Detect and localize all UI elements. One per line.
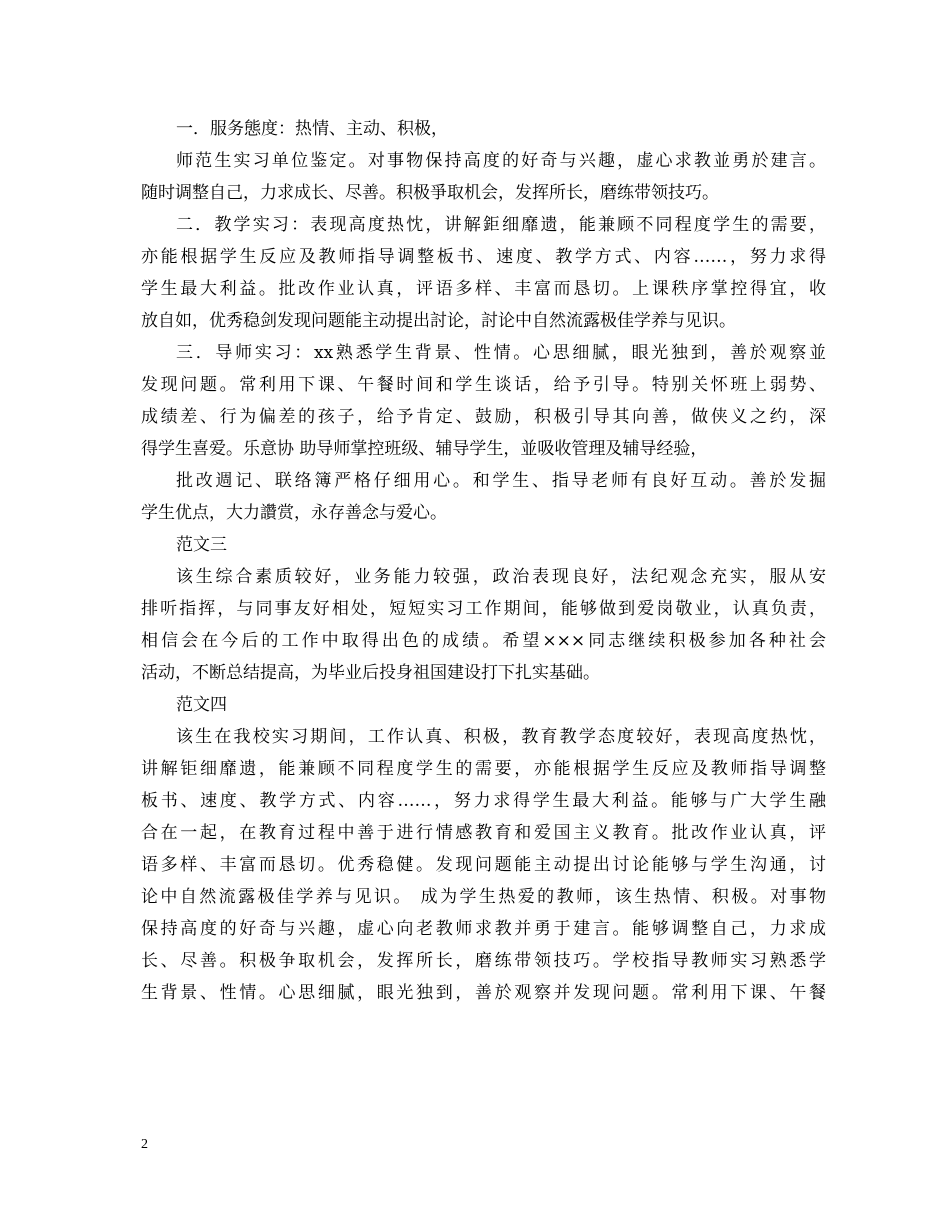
text-line: 放自如，优秀稳剑发现问题能主动提出討论，討论中自然流露极佳学养与见识。 (141, 311, 736, 331)
text-line: 随时调整自己，力求成长、尽善。积极爭取机会，发挥所长，磨练带领技巧。 (141, 183, 719, 203)
text-line: 三．导师实习：xx熟悉学生背景、性情。心思细腻，眼光独到，善於观察並 (176, 343, 826, 363)
heading-sample-three (141, 529, 826, 561)
text-line: 成绩差、行为偏差的孩子，给予肯定、鼓励，积极引导其向善，做侠义之约，深 (141, 407, 826, 427)
text-line: 学生优点，大力讚赏，永存善念与爱心。 (141, 503, 447, 523)
page-number: 2 (141, 1137, 148, 1152)
paragraph-teaching-practice (141, 209, 826, 337)
section-heading: 范文四 (176, 695, 227, 715)
text-line: 该生综合素质较好，业务能力较强，政治表现良好，法纪观念充实，服从安 (176, 567, 826, 587)
text-line: 师范生实习单位鉴定。对事物保持高度的好奇与兴趣，虚心求教並勇於建言。 (176, 151, 826, 171)
text-line: 讲解钜细靡遗，能兼顾不同程度学生的需要，亦能根据学生反应及教师指导调整 (141, 759, 826, 779)
paragraph-service-attitude (141, 113, 826, 145)
section-heading: 范文三 (176, 535, 227, 555)
text-line: 得学生喜爱。乐意协 助导师掌控班级、辅导学生，並吸收管理及辅导经验， (141, 439, 708, 459)
text-line: 亦能根据学生反应及教师指导调整板书、速度、教学方式、内容……，努力求得 (141, 247, 826, 267)
text-line: 批改週记、联络簿严格仔细用心。和学生、指导老师有良好互动。善於发掘 (176, 471, 826, 491)
text-line: 活动，不断总结提高，为毕业后投身祖国建设打下扎实基础。 (141, 663, 600, 683)
paragraph-sample-four (141, 721, 826, 1009)
document-body (141, 113, 826, 1009)
text-line: 排听指挥，与同事友好相处，短短实习工作期间，能够做到爱岗敬业，认真负责， (141, 599, 826, 619)
text-line: 发现问题。常利用下课、午餐时间和学生谈话，给予引导。特别关怀班上弱势、 (141, 375, 826, 395)
paragraph-unit-appraisal (141, 145, 826, 209)
text-line: 保持高度的好奇与兴趣，虚心向老教师求教并勇于建言。能够调整自己，力求成 (141, 919, 826, 939)
text-line: 相信会在今后的工作中取得出色的成绩。希望×××同志继续积极参加各种社会 (141, 631, 826, 651)
text-line: 二．教学实习：表现高度热忱，讲解鉅细靡遗，能兼顾不同程度学生的需要， (176, 215, 826, 235)
paragraph-weekly-notes (141, 465, 826, 529)
paragraph-sample-three (141, 561, 826, 689)
paragraph-mentor-practice (141, 337, 826, 465)
heading-sample-four (141, 689, 826, 721)
text-line: 生背景、性情。心思细腻，眼光独到，善於观察并发现问题。常利用下课、午餐 (141, 983, 826, 1003)
text-line: 长、尽善。积极争取机会，发挥所长，磨练带领技巧。学校指导教师实习熟悉学 (141, 951, 826, 971)
text-line: 学生最大利益。批改作业认真，评语多样、丰富而恳切。上课秩序掌控得宜，收 (141, 279, 826, 299)
text-line: 该生在我校实习期间，工作认真、积极，教育教学态度较好，表现高度热忱， (176, 727, 826, 747)
text-line: 语多样、丰富而恳切。优秀稳健。发现问题能主动提出讨论能够与学生沟通，讨 (141, 855, 826, 875)
text-line: 论中自然流露极佳学养与见识。 成为学生热爱的教师，该生热情、积极。对事物 (141, 887, 826, 907)
text-line: 板书、速度、教学方式、内容……，努力求得学生最大利益。能够与广大学生融 (141, 791, 826, 811)
text-line: 合在一起，在教育过程中善于进行情感教育和爱国主义教育。批改作业认真，评 (141, 823, 826, 843)
text-line: 一．服务態度：热情、主动、积极， (176, 119, 448, 139)
